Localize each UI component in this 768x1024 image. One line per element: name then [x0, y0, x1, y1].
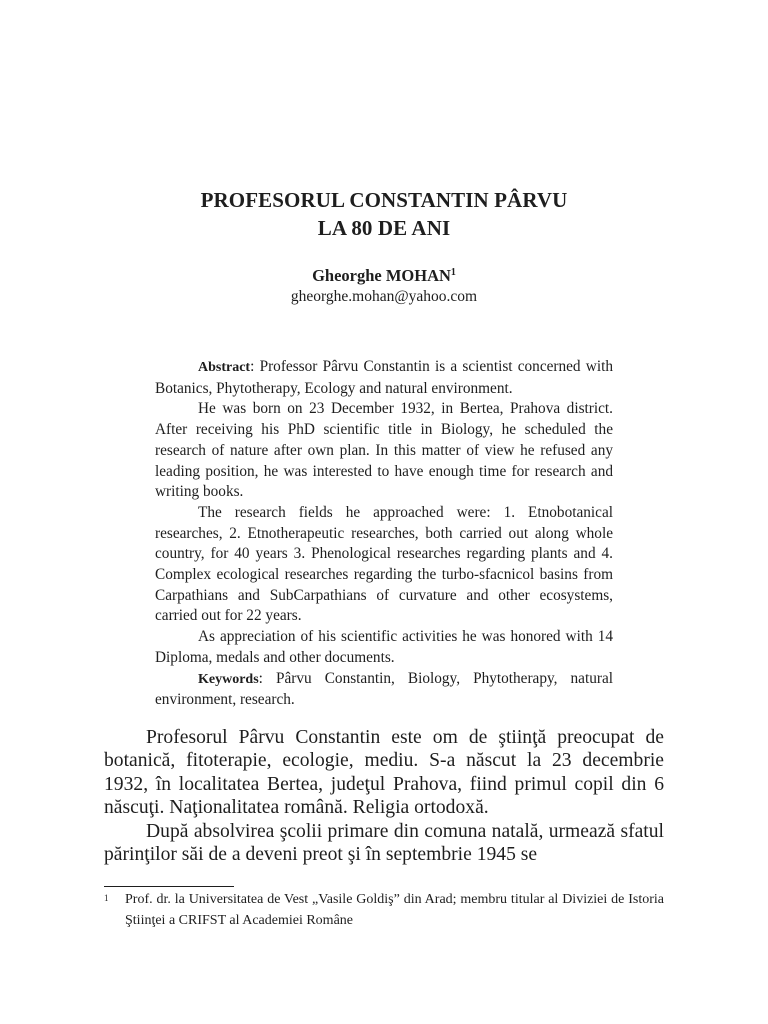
footnote-separator — [104, 886, 234, 887]
abstract-text-1: : Professor Pârvu Constantin is a scientist concerned with Botanics, Phytotherapy, Ecology and natural environment. — [155, 358, 613, 397]
keywords-text: : Pârvu Constantin, Biology, Phytotherapy, natural environment, research. — [155, 669, 613, 709]
author-footnote-mark: 1 — [450, 267, 456, 278]
author-block — [104, 265, 664, 307]
abstract-label: Abstract — [198, 360, 251, 375]
abstract-paragraph-3: The research fields he approached were: 1. Etnobotanical researches, 2. Etnotherapeutic researches, both carried out along whole country, for 40 years 3. Phenological researches regarding plants and 4. Complex ecological researches regarding the turbo-sfacnicol basins from Carpathians and SubCarpathians of curvature and other ecosystems, carried out for 22 years. — [155, 503, 613, 625]
footnote-mark: 1 — [104, 893, 109, 903]
abstract-paragraph-4: As appreciation of his scientific activities he was honored with 14 Diploma, medals and other documents. — [155, 628, 613, 666]
footnote — [104, 890, 664, 931]
abstract-paragraph-2: He was born on 23 December 1932, in Bertea, Prahova district. After receiving his PhD scientific title in Biology, he scheduled the research of nature after own plan. In this matter of view he refused any leading position, he was interested to have enough time for research and writing books. — [155, 400, 613, 501]
author-name — [104, 265, 664, 287]
article-title — [104, 186, 664, 242]
title-line-1: PROFESORUL CONSTANTIN PÂRVU — [200, 188, 568, 212]
abstract-section — [155, 357, 613, 711]
main-body — [104, 726, 664, 866]
body-paragraph-2: După absolvirea şcolii primare din comuna natală, urmează sfatul părinţilor săi de a deveni preot şi în septembrie 1945 se — [104, 820, 664, 866]
body-paragraph-1: Profesorul Pârvu Constantin este om de ştiinţă preocupat de botanică, fitoterapie, ecologie, mediu. S-a născut la 23 decembrie 1932, în localitatea Bertea, judeţul Prahova, fiind primul copil din 6 născuţi. Naţionalitatea română. Religia ortodoxă. — [104, 727, 664, 819]
keywords-paragraph — [155, 669, 613, 711]
abstract-paragraph-1 — [155, 357, 613, 399]
keywords-label: Keywords — [198, 671, 259, 687]
author-name-text: Gheorghe MOHAN — [312, 266, 451, 285]
title-line-2: LA 80 DE ANI — [317, 216, 451, 240]
author-email: gheorghe.mohan@yahoo.com — [290, 288, 478, 305]
footnote-text: Prof. dr. la Universitatea de Vest „Vasile Goldiş” din Arad; membru titular al Diviziei de Istoria Ştiinţei a CRIFST al Academiei Române — [125, 892, 664, 928]
